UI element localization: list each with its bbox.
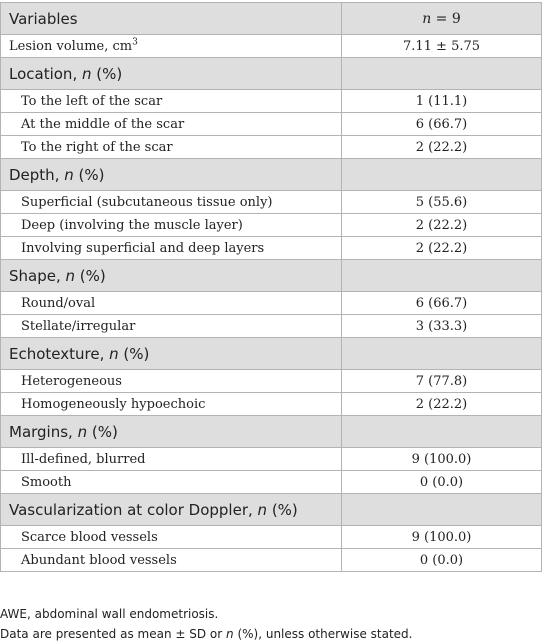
row-value: 0 (0.0) (342, 471, 542, 494)
row-label: To the left of the scar (1, 90, 342, 113)
section-title-text: Margins, (9, 422, 78, 441)
header-n-symbol: n (422, 10, 432, 27)
section-title-suffix: (%) (73, 165, 105, 184)
footnote-abbreviation: AWE, abdominal wall endometriosis. (0, 607, 219, 621)
table-footnotes (0, 604, 412, 644)
row-value: 3 (33.3) (342, 315, 542, 338)
section-title (1, 58, 342, 90)
section-value-empty (342, 58, 542, 90)
row-label: At the middle of the scar (1, 113, 342, 136)
row-label: To the right of the scar (1, 136, 342, 159)
table-row (1, 136, 542, 159)
table-row (1, 191, 542, 214)
section-header-row (1, 159, 542, 191)
table-row (1, 526, 542, 549)
section-header-row (1, 260, 542, 292)
table-row (1, 113, 542, 136)
section-title-text: Echotexture, (9, 344, 110, 363)
section-header-row (1, 58, 542, 90)
row-label: Abundant blood vessels (1, 549, 342, 572)
row-label: Stellate/irregular (1, 315, 342, 338)
section-header-row (1, 494, 542, 526)
lesion-volume-unit-sup: 3 (132, 37, 138, 48)
header-n (342, 3, 542, 35)
row-value: 6 (66.7) (342, 113, 542, 136)
section-title-n: n (109, 344, 119, 363)
row-label: Deep (involving the muscle layer) (1, 214, 342, 237)
section-title (1, 494, 342, 526)
row-value: 2 (22.2) (342, 393, 542, 416)
header-n-value: = 9 (431, 10, 461, 27)
results-table (0, 2, 542, 572)
header-variables: Variables (1, 3, 342, 35)
section-title (1, 416, 342, 448)
section-title (1, 159, 342, 191)
section-title-suffix: (%) (75, 266, 106, 285)
section-value-empty (342, 416, 542, 448)
row-label: Smooth (1, 471, 342, 494)
lesion-volume-label: Lesion volume, cm (9, 38, 133, 54)
row-value: 0 (0.0) (342, 549, 542, 572)
row-label: Scarce blood vessels (1, 526, 342, 549)
section-value-empty (342, 260, 542, 292)
section-title-n: n (77, 422, 88, 441)
table-row (1, 214, 542, 237)
section-title-text: Depth, (9, 165, 65, 184)
row-label: Round/oval (1, 292, 342, 315)
row-value: 1 (11.1) (342, 90, 542, 113)
footnote-data-italic: n (226, 627, 234, 641)
section-title-text: Location, (9, 64, 82, 83)
section-value-empty (342, 494, 542, 526)
row-value: 9 (100.0) (342, 526, 542, 549)
row-value: 6 (66.7) (342, 292, 542, 315)
section-title-text: Vascularization at color Doppler, (9, 500, 258, 519)
table-row (1, 393, 542, 416)
row-label: Homogeneously hypoechoic (1, 393, 342, 416)
section-title-n: n (81, 64, 92, 83)
section-title-suffix: (%) (267, 500, 298, 519)
section-value-empty (342, 338, 542, 370)
row-value: 2 (22.2) (342, 136, 542, 159)
table-row-lesion-volume (1, 35, 542, 58)
table-row (1, 448, 542, 471)
row-value: 2 (22.2) (342, 237, 542, 260)
row-label: Ill-defined, blurred (1, 448, 342, 471)
header-row (1, 3, 542, 35)
row-value: 2 (22.2) (342, 214, 542, 237)
section-title-suffix: (%) (91, 64, 123, 83)
table-row (1, 549, 542, 572)
section-value-empty (342, 159, 542, 191)
section-title-text: Shape, (9, 266, 66, 285)
section-title (1, 338, 342, 370)
section-title-suffix: (%) (87, 422, 118, 441)
table-row (1, 292, 542, 315)
row-value: 7 (77.8) (342, 370, 542, 393)
table-row (1, 370, 542, 393)
section-title-suffix: (%) (118, 344, 150, 363)
section-title-n: n (64, 165, 74, 184)
footnote-data-post: (%), unless otherwise stated. (233, 627, 413, 641)
row-value: 5 (55.6) (342, 191, 542, 214)
table-row (1, 315, 542, 338)
row-value: 7.11 ± 5.75 (342, 35, 542, 58)
table-row (1, 237, 542, 260)
row-label: Superficial (subcutaneous tissue only) (1, 191, 342, 214)
section-header-row (1, 416, 542, 448)
footnote-data-pre: Data are presented as mean ± SD or (0, 627, 227, 641)
row-label: Involving superficial and deep layers (1, 237, 342, 260)
table-row (1, 471, 542, 494)
row-value: 9 (100.0) (342, 448, 542, 471)
footnote-data-presentation (0, 624, 412, 644)
row-label (1, 35, 342, 58)
section-title (1, 260, 342, 292)
section-title-n: n (257, 500, 268, 519)
section-title-n: n (65, 266, 76, 285)
table-row (1, 90, 542, 113)
section-header-row (1, 338, 542, 370)
row-label: Heterogeneous (1, 370, 342, 393)
